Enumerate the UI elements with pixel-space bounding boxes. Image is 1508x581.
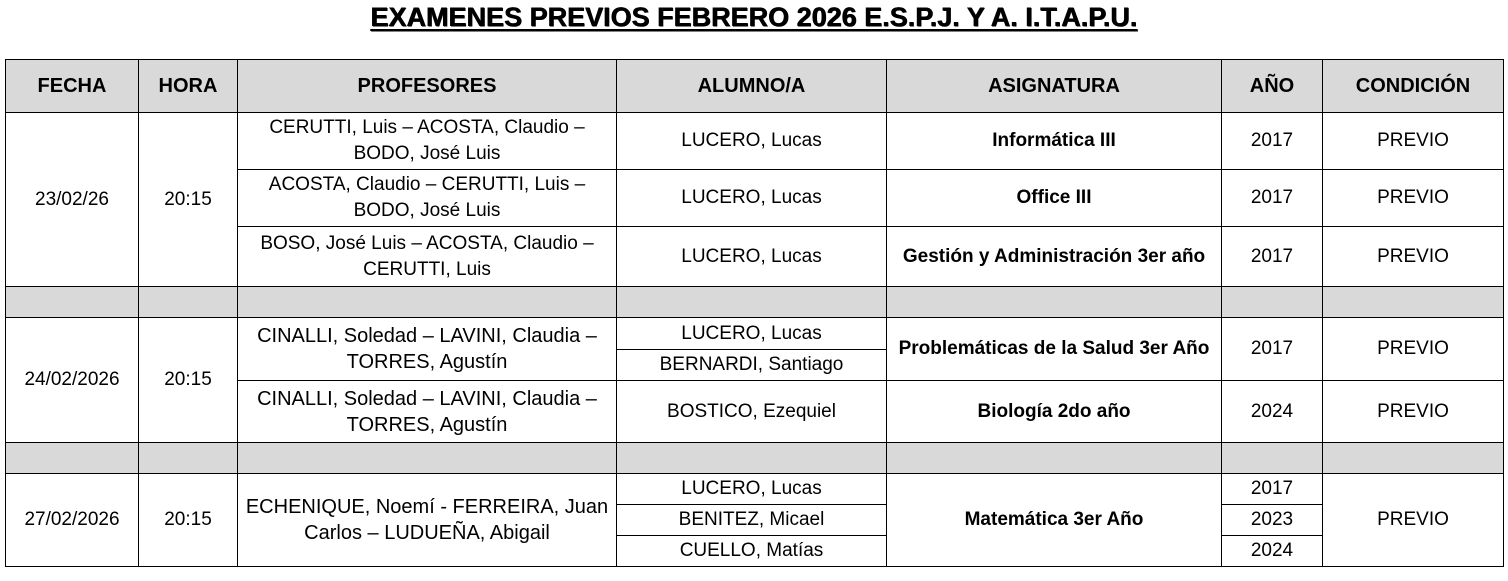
asignatura-cell: Gestión y Administración 3er año xyxy=(887,227,1222,287)
asignatura-cell: Informática III xyxy=(887,113,1222,170)
table-row xyxy=(6,113,1504,170)
anio-cell: 2017 xyxy=(1222,474,1323,505)
profesores-cell: CINALLI, Soledad – LAVINI, Claudia – TORRES, Agustín xyxy=(238,318,617,381)
condicion-cell: PREVIO xyxy=(1323,381,1504,443)
fecha-cell: 24/02/2026 xyxy=(6,318,139,443)
header-row xyxy=(6,60,1504,113)
alumno-cell: LUCERO, Lucas xyxy=(617,113,887,170)
anio-cell: 2017 xyxy=(1222,227,1323,287)
profesores-cell: CERUTTI, Luis – ACOSTA, Claudio – BODO, José Luis xyxy=(238,113,617,170)
anio-cell: 2017 xyxy=(1222,113,1323,170)
anio-cell: 2017 xyxy=(1222,318,1323,381)
condicion-cell: PREVIO xyxy=(1323,227,1504,287)
alumno-cell: BOSTICO, Ezequiel xyxy=(617,381,887,443)
condicion-cell: PREVIO xyxy=(1323,113,1504,170)
asignatura-cell: Matemática 3er Año xyxy=(887,474,1222,567)
table-row xyxy=(6,318,1504,350)
alumno-cell: LUCERO, Lucas xyxy=(617,170,887,227)
exam-schedule-table xyxy=(5,59,1504,567)
header-condicion: CONDICIÓN xyxy=(1323,60,1504,113)
fecha-cell: 23/02/26 xyxy=(6,113,139,287)
header-hora: HORA xyxy=(139,60,238,113)
header-profesores: PROFESORES xyxy=(238,60,617,113)
condicion-cell: PREVIO xyxy=(1323,318,1504,381)
alumno-cell: LUCERO, Lucas xyxy=(617,227,887,287)
profesores-cell: ECHENIQUE, Noemí - FERREIRA, Juan Carlos – LUDUEÑA, Abigail xyxy=(238,474,617,567)
asignatura-cell: Problemáticas de la Salud 3er Año xyxy=(887,318,1222,381)
alumno-cell: LUCERO, Lucas xyxy=(617,318,887,350)
alumno-cell: BENITEZ, Micael xyxy=(617,505,887,536)
asignatura-cell: Biología 2do año xyxy=(887,381,1222,443)
alumno-cell: CUELLO, Matías xyxy=(617,536,887,567)
header-anio: AÑO xyxy=(1222,60,1323,113)
profesores-cell: ACOSTA, Claudio – CERUTTI, Luis – BODO, José Luis xyxy=(238,170,617,227)
header-alumno: ALUMNO/A xyxy=(617,60,887,113)
condicion-cell: PREVIO xyxy=(1323,474,1504,567)
hora-cell: 20:15 xyxy=(139,474,238,567)
alumno-cell: LUCERO, Lucas xyxy=(617,474,887,505)
header-asignatura: ASIGNATURA xyxy=(887,60,1222,113)
hora-cell: 20:15 xyxy=(139,113,238,287)
condicion-cell: PREVIO xyxy=(1323,170,1504,227)
anio-cell: 2024 xyxy=(1222,381,1323,443)
anio-cell: 2024 xyxy=(1222,536,1323,567)
separator-row xyxy=(6,443,1504,474)
profesores-cell: CINALLI, Soledad – LAVINI, Claudia – TORRES, Agustín xyxy=(238,381,617,443)
header-fecha: FECHA xyxy=(6,60,139,113)
page-title: EXAMENES PREVIOS FEBRERO 2026 E.S.P.J. Y A. I.T.A.P.U. xyxy=(370,2,1138,32)
anio-cell: 2023 xyxy=(1222,505,1323,536)
separator-row xyxy=(6,287,1504,318)
anio-cell: 2017 xyxy=(1222,170,1323,227)
alumno-cell: BERNARDI, Santiago xyxy=(617,350,887,381)
fecha-cell: 27/02/2026 xyxy=(6,474,139,567)
asignatura-cell: Office III xyxy=(887,170,1222,227)
hora-cell: 20:15 xyxy=(139,318,238,443)
table-row xyxy=(6,474,1504,505)
profesores-cell: BOSO, José Luis – ACOSTA, Claudio – CERUTTI, Luis xyxy=(238,227,617,287)
